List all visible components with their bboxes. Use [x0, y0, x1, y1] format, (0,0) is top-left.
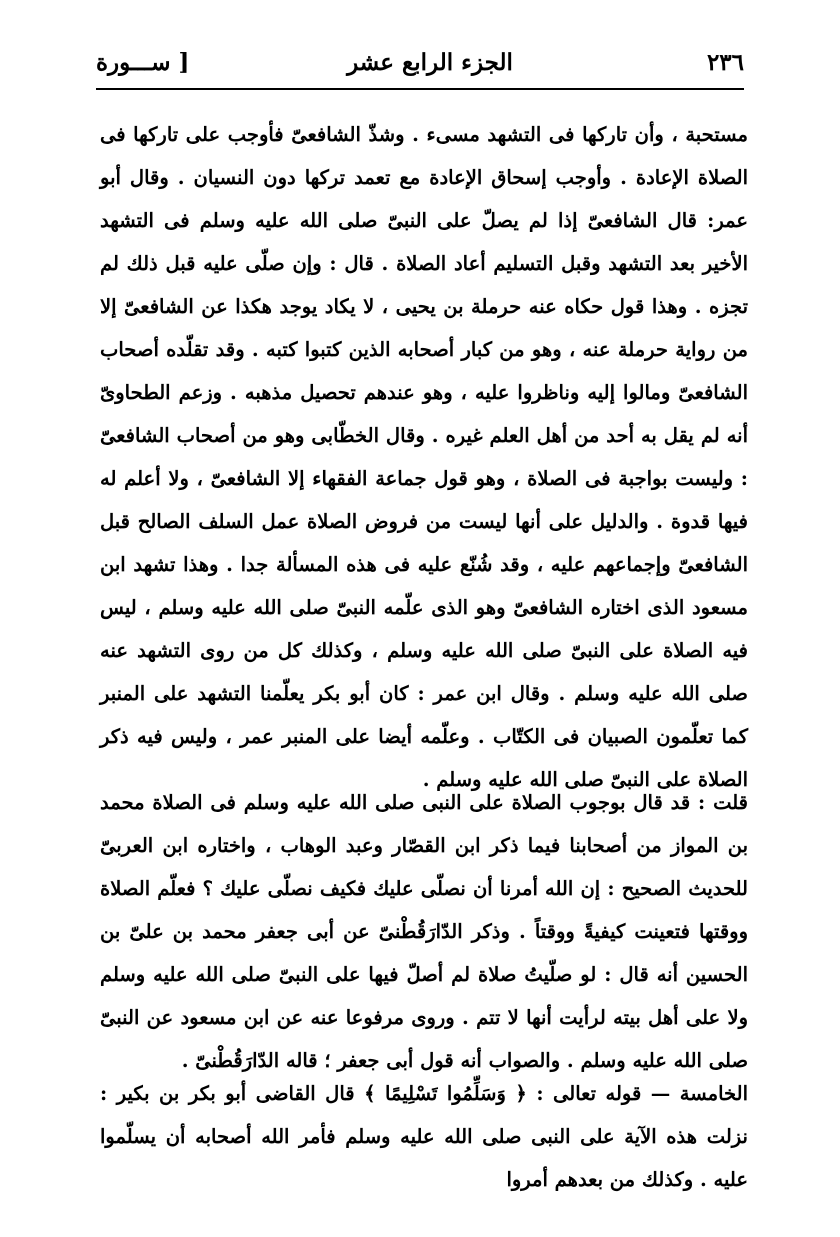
surah-heading: [ ســـورة [96, 48, 190, 76]
part-title: الجزء الرابع عشر [347, 48, 513, 76]
page-number: ٢٣٦ [706, 48, 744, 76]
paragraph-text: مستحبة ، وأن تاركها فى التشهد مسىء . وشذّ الشافعىّ فأوجب على تاركها فى الصلاة الإعادة . وأوجب إسحاق الإعادة مع تعمد تركها دون النسيان . وقال أبو عمر: قال الشافعىّ إذا لم يصلّ على النبىّ صلى الله عليه وسلم فى التشهد الأخير بعد التشهد وقبل التسليم أعاد الصلاة . قال : وإن صلّى عليه قبل ذلك لم تجزه . وهذا قول حكاه عنه حرملة بن يحيى ، لا يكاد يوجد هكذا عن الشافعىّ إلا من رواية حرملة عنه ، وهو من كبار أصحابه الذين كتبوا كتبه . وقد تقلّده أصحاب الشافعىّ ومالوا إليه وناظروا عليه ، وهو عندهم تحصيل مذهبه . وزعم الطحاوىّ أنه لم يقل به أحد من أهل العلم غيره . وقال الخطّابى وهو من أصحاب الشافعىّ : وليست بواجبة فى الصلاة ، وهو قول جماعة الفقهاء إلا الشافعىّ ، ولا أعلم له فيها قدوة . والدليل على أنها ليست من فروض الصلاة عمل السلف الصالح قبل الشافعىّ وإجماعهم عليه ، وقد شُنّع عليه فى هذه المسألة جدا . وهذا تشهد ابن مسعود الذى اختاره الشافعىّ وهو الذى علّمه النبىّ صلى الله عليه وسلم ، ليس فيه الصلاة على النبىّ صلى الله عليه وسلم ، وكذلك كل من روى التشهد عنه صلى الله عليه وسلم . وقال ابن عمر : كان أبو بكر يعلّمنا التشهد على المنبر كما تعلّمون الصبيان فى الكتّاب . وعلّمه أيضا على المنبر عمر ، وليس فيه ذكر الصلاة على النبىّ صلى الله عليه وسلم . [100, 123, 748, 791]
paragraph-2 [100, 781, 748, 1082]
paragraph-1 [100, 113, 748, 801]
paragraph-text: الخامسة — قوله تعالى : ﴿ وَسَلِّمُوا تَسْلِيمًا ﴾ قال القاضى أبو بكر بن بكير : نزلت هذه الآية على النبى صلى الله عليه وسلم فأمر الله أصحابه أن يسلّموا عليه . وكذلك من بعدهم أمروا [100, 1082, 748, 1191]
header-rule [96, 88, 744, 90]
paragraph-text: قلت : قد قال بوجوب الصلاة على النبى صلى الله عليه وسلم فى الصلاة محمد بن المواز من أصحابنا فيما ذكر ابن القصّار وعبد الوهاب ، واختاره ابن العربىّ للحديث الصحيح : إن الله أمرنا أن نصلّى عليك فكيف نصلّى عليك ؟ فعلّم الصلاة ووقتها فتعينت كيفيةً ووقتاً . وذكر الدّارَقُطْنىّ عن أبى جعفر محمد بن علىّ بن الحسين أنه قال : لو صلّيتُ صلاة لم أصلّ فيها على النبىّ صلى الله عليه وسلم ولا على أهل بيته لرأيت أنها لا تتم . وروى مرفوعا عنه عن ابن مسعود عن النبىّ صلى الله عليه وسلم . والصواب أنه قول أبى جعفر ؛ قاله الدّارَقُطْنىّ . [100, 791, 748, 1072]
paragraph-3 [100, 1072, 748, 1201]
running-head [96, 42, 744, 82]
